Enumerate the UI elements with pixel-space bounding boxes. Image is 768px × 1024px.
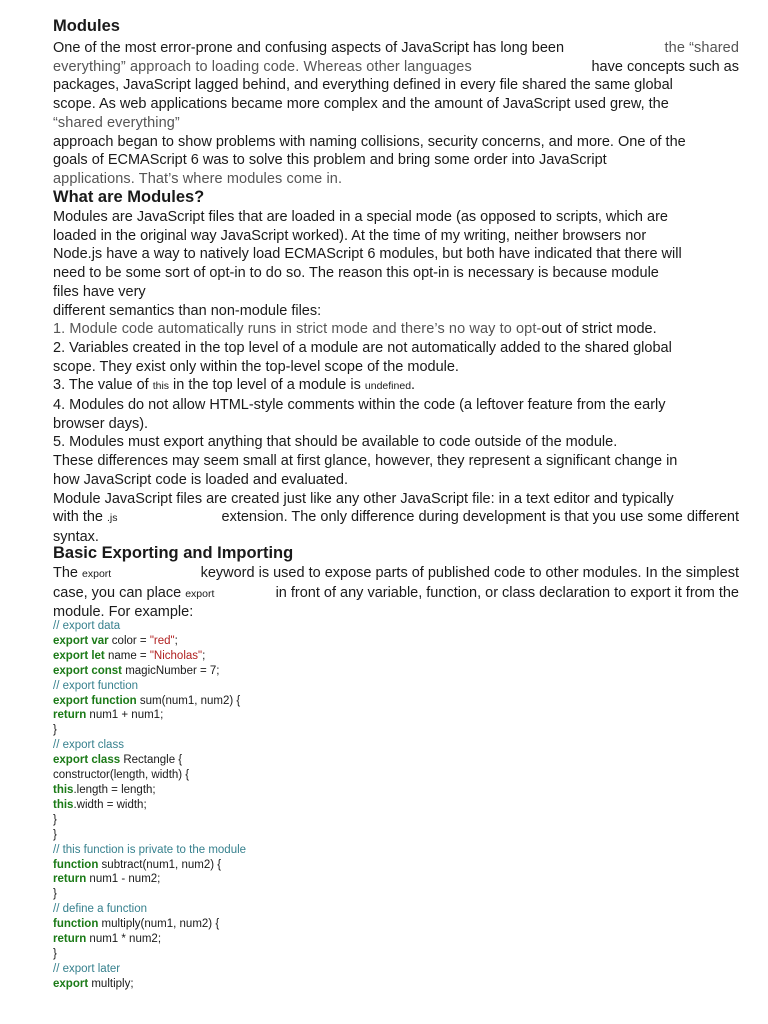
text-line: need to be some sort of opt-in to do so. The reason this opt-in is necessary is because module: [53, 265, 659, 282]
code-line: return num1 * num2;: [53, 933, 162, 946]
list-item: 3. The value of this in the top level of a module is undefined.: [53, 377, 416, 394]
text-line: The export keyword is used to expose parts of published code to other modules. In the simplest: [53, 565, 739, 581]
text-line: different semantics than non-module files:: [53, 302, 322, 319]
inline-code: export: [185, 587, 215, 600]
code-line: export const magicNumber = 7;: [53, 664, 220, 677]
code-line: export let name = "Nicholas";: [53, 649, 206, 662]
code-comment: // define a function: [53, 903, 147, 916]
text-line: scope. They exist only within the top-level scope of the module.: [53, 358, 459, 375]
code-comment: // export later: [53, 962, 121, 975]
text-line: approach began to show problems with naming collisions, security concerns, and more. One of the: [53, 133, 686, 150]
code-comment: // this function is private to the module: [53, 843, 247, 856]
text-line: packages, JavaScript lagged behind, and everything defined in every file shared the same global: [53, 77, 673, 94]
code-line: }: [53, 828, 57, 841]
heading-modules: Modules: [53, 17, 120, 35]
text-line: with the .js extension. The only difference during development is that you use some different: [53, 509, 739, 526]
text-line: scope. As web applications became more complex and the amount of JavaScript used grew, the: [53, 96, 669, 113]
code-comment: // export data: [53, 620, 121, 632]
paragraph-exporting: [53, 564, 739, 622]
code-line: }: [53, 813, 57, 826]
code-line: return num1 + num1;: [53, 709, 164, 722]
text-line: applications. That’s where modules come in.: [53, 170, 343, 187]
inline-code: .js: [107, 512, 118, 525]
text-line: goals of ECMAScript 6 was to solve this problem and bring some order into JavaScript: [53, 152, 607, 169]
code-line: export class Rectangle {: [53, 754, 183, 767]
list-item: 2. Variables created in the top level of a module are not automatically added to the shared global: [53, 339, 672, 356]
code-line: function multiply(num1, num2) {: [53, 918, 220, 931]
text-line: syntax.: [53, 528, 99, 545]
inline-code: export: [82, 568, 112, 580]
heading-basic-exporting: Basic Exporting and Importing: [53, 544, 294, 562]
code-line: export var color = "red";: [53, 634, 178, 647]
paragraph-intro: [53, 39, 739, 189]
text-line: browser days).: [53, 415, 149, 432]
code-line: }: [53, 947, 57, 960]
code-line: }: [53, 888, 57, 901]
code-line: export multiply;: [53, 977, 134, 990]
inline-code: undefined: [364, 380, 412, 393]
code-comment: // export class: [53, 739, 124, 752]
heading-what-are-modules: What are Modules?: [53, 188, 205, 206]
text-line: files have very: [53, 283, 146, 300]
text-line: everything” approach to loading code. Whereas other languages have concepts such as: [53, 58, 739, 75]
code-line: this.width = width;: [53, 798, 147, 811]
paragraph-what-are-modules: [53, 208, 739, 547]
list-item: 1. Module code automatically runs in strict mode and there’s no way to opt-out of strict mode.: [53, 321, 657, 338]
code-listing: [53, 619, 739, 992]
code-line: return num1 - num2;: [53, 873, 161, 886]
code-line: this.length = length;: [53, 783, 156, 796]
list-item: 5. Modules must export anything that should be available to code outside of the module.: [53, 434, 618, 451]
text-line: “shared everything”: [53, 114, 180, 131]
code-comment: // export function: [53, 679, 139, 692]
code-line: constructor(length, width) {: [53, 769, 190, 782]
text-line: Modules are JavaScript files that are loaded in a special mode (as opposed to scripts, which are: [53, 209, 668, 225]
text-line: Module JavaScript files are created just like any other JavaScript file: in a text editor and typically: [53, 490, 674, 507]
code-line: export function sum(num1, num2) {: [53, 694, 241, 707]
text-line: loaded in the original way JavaScript worked). At the time of my writing, neither browsers nor: [53, 227, 647, 244]
inline-code: this: [152, 380, 170, 393]
text-line: One of the most error-prone and confusing aspects of JavaScript has long been the “shared: [53, 40, 739, 56]
text-line: Node.js have a way to natively load ECMAScript 6 modules, but both have indicated that there will: [53, 246, 682, 263]
list-item: 4. Modules do not allow HTML-style comments within the code (a leftover feature from the early: [53, 397, 666, 414]
text-line: case, you can place export in front of any variable, function, or class declaration to export it from the: [53, 584, 739, 601]
text-line: These differences may seem small at first glance, however, they represent a significant change in: [53, 453, 678, 470]
code-line: }: [53, 724, 57, 737]
code-line: function subtract(num1, num2) {: [53, 858, 222, 871]
text-line: how JavaScript code is loaded and evaluated.: [53, 471, 349, 488]
text-line: module. For example:: [53, 604, 194, 621]
